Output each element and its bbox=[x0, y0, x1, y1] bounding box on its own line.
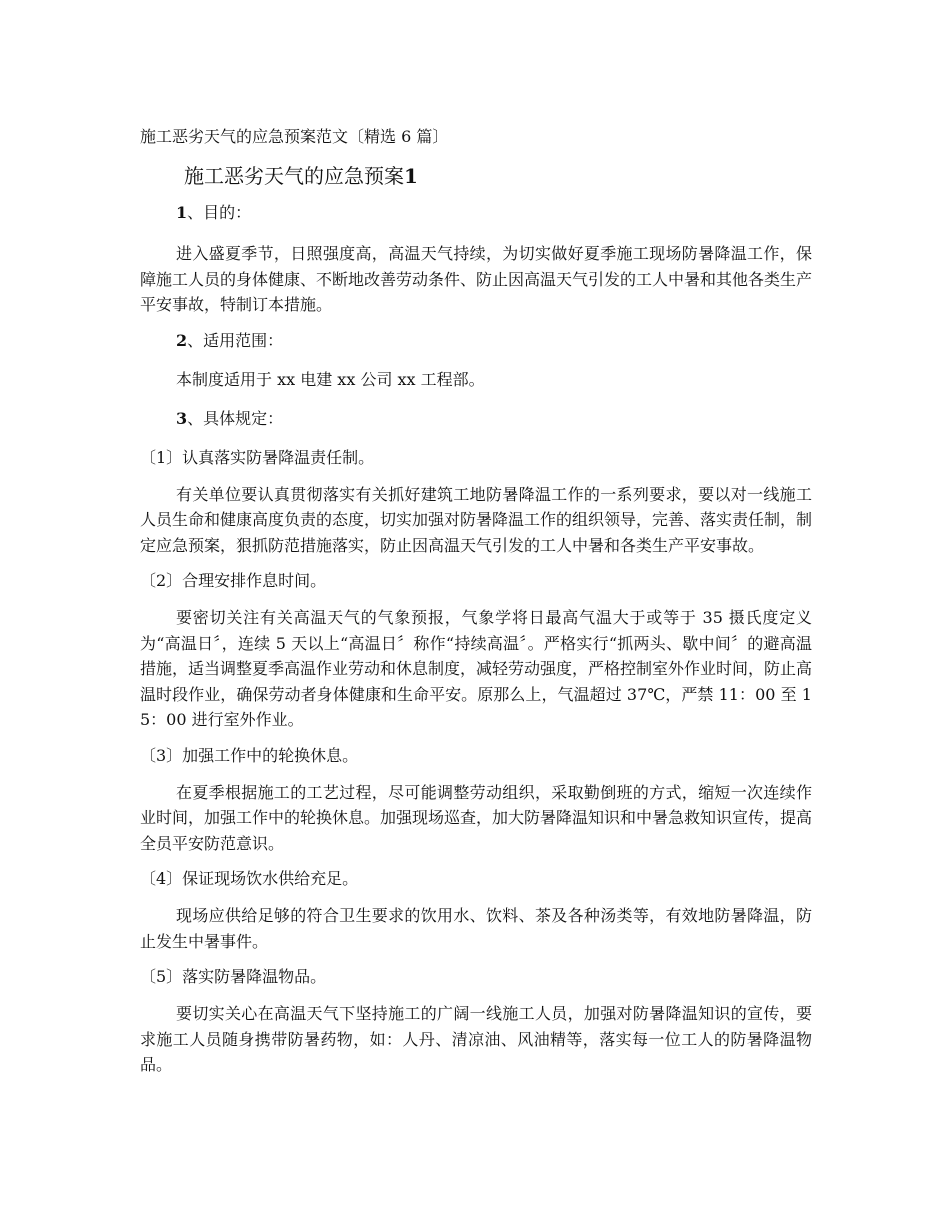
section-title-number: 1 bbox=[404, 164, 418, 188]
paragraph-water: 现场应供给足够的符合卫生要求的饮用水、饮料、茶及各种汤类等，有效地防暑降温，防止发生中暑事件。 bbox=[140, 906, 812, 951]
paragraph-rotation: 在夏季根据施工的工艺过程，尽可能调整劳动组织，采取勤倒班的方式，缩短一次连续作业时间，加强工作中的轮换休息。加强现场巡查，加大防暑降温知识和中暑急救知识宣传，提高全员平安防范意识。 bbox=[140, 782, 813, 853]
subheading-rotation: 〔3〕加强工作中的轮换休息。 bbox=[140, 745, 359, 765]
subheading-schedule: 〔2〕合理安排作息时间。 bbox=[140, 571, 327, 590]
section-title bbox=[184, 162, 812, 190]
document-title: 施工恶劣天气的应急预案范文〔精选 6 篇〕 bbox=[140, 127, 449, 146]
heading-rules bbox=[176, 408, 812, 430]
heading-text: 、具体规定： bbox=[187, 408, 284, 428]
heading-purpose bbox=[176, 202, 812, 224]
paragraph-responsibility: 有关单位要认真贯彻落实有关抓好建筑工地防暑降温工作的一系列要求，要以对一线施工人员生命和健康高度负责的态度，切实加强对防暑降温工作的组织领导，完善、落实责任制，制定应急预案，狠抓防范措施落实，防止因高温天气引发的工人中暑和各类生产平安事故。 bbox=[140, 484, 813, 555]
subheading-supplies: 〔5〕落实防暑降温物品。 bbox=[140, 967, 327, 986]
paragraph-supplies: 要切实关心在高温天气下坚持施工的广阔一线施工人员，加强对防暑降温知识的宣传，要求施工人员随身携带防暑药物，如：人丹、清凉油、风油精等，落实每一位工人的防暑降温物品。 bbox=[140, 1004, 812, 1074]
subheading-water: 〔4〕保证现场饮水供给充足。 bbox=[140, 869, 359, 888]
section-title-text: 施工恶劣天气的应急预案 bbox=[184, 164, 404, 188]
heading-scope bbox=[176, 330, 812, 352]
paragraph-schedule: 要密切关注有关高温天气的气象预报，气象学将日最高气温大于或等于 35 摄氏度定义为“高温日〞，连续 5 天以上“高温日〞称作“持续高温〞。严格实行“抓两头、歇中间〞的避高温措施，适当调整夏季高温作业劳动和休息制度，减轻劳动强度，严格控制室外作业时间，防止高温时段作业，确保劳动者身体健康和生命平安。原那么上，气温超过 37℃，严禁 11：00 至 15：00 进行室外作业。 bbox=[140, 608, 813, 729]
heading-number: 3 bbox=[176, 408, 188, 428]
paragraph-scope: 本制度适用于 xx 电建 xx 公司 xx 工程部。 bbox=[176, 369, 485, 389]
document-body bbox=[140, 126, 812, 1090]
subheading-responsibility: 〔1〕认真落实防暑降温责任制。 bbox=[140, 447, 375, 467]
paragraph-purpose: 进入盛夏季节，日照强度高，高温天气持续，为切实做好夏季施工现场防暑降温工作，保障施工人员的身体健康、不断地改善劳动条件、防止因高温天气引发的工人中暑和其他各类生产平安事故，特制订本措施。 bbox=[140, 244, 813, 314]
heading-number: 1 bbox=[176, 203, 188, 222]
heading-number: 2 bbox=[176, 330, 188, 350]
heading-text: 、目的： bbox=[187, 203, 252, 222]
heading-text: 、适用范围： bbox=[187, 330, 284, 350]
